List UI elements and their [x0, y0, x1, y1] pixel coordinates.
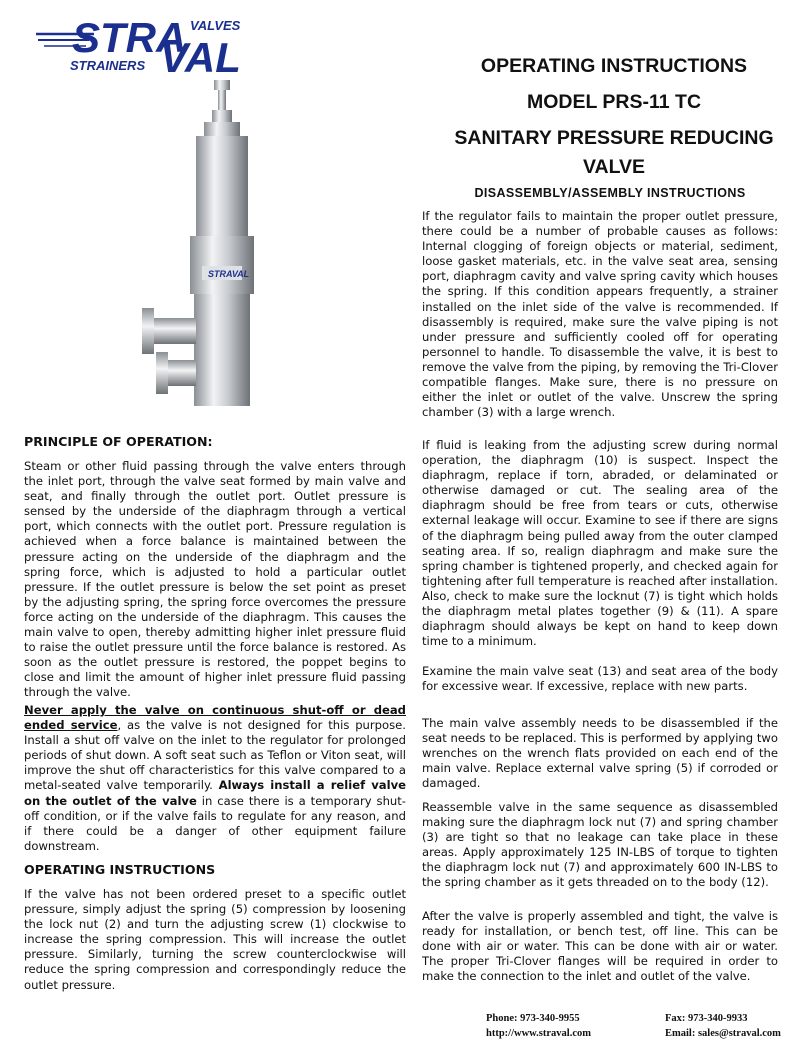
logo-text-stra: STRA [72, 14, 187, 61]
disassembly-paragraph-4: The main valve assembly needs to be disassembled if the seat needs to be replaced. This is performed by applying two wrenches on the wrench flats provided on each end of the main valve. Replace external valve spring (5) if corroded or damaged. [422, 716, 778, 791]
footer-fax: Fax: 973-340-9933 [665, 1013, 748, 1024]
disassembly-paragraph-3: Examine the main valve seat (13) and seat area of the body for excessive wear. If excessive, replace with new parts. [422, 664, 778, 694]
footer-phone: Phone: 973-340-9955 [486, 1013, 580, 1024]
principle-paragraph-2-text-b: in case there is a temporary shut-off condition, or if the valve fails to regulate for any reason, and if there could be a danger of other equipment failure downstream. [24, 793, 406, 853]
logo-text-val: VAL [160, 34, 241, 78]
disassembly-paragraph-5: Reassemble valve in the same sequence as disassembled making sure the diaphragm lock nut (7) and spring chamber (3) are tight so that no leakage can take place in these areas. Apply approximately 125 IN-LBS of torque to tighten the diaphragm lock nut (7) and approximately 600 IN-LBS to the spring chamber as it gets threaded on to the body (12). [422, 800, 778, 890]
relief-valve-note: Always install a relief valve on the outlet of the valve [24, 778, 406, 808]
logo-text-valves: VALVES [190, 18, 241, 33]
disassembly-paragraph-6: After the valve is properly assembled and tight, the valve is ready for installation, or bench test, off line. This can be done with air or water. This can be done with air or water. The proper Tri-Clover flanges will be required in order to make the connection to the inlet and outlet of the valve. [422, 909, 778, 984]
title-line-2: MODEL PRS-11 TC [526, 91, 702, 113]
warning-text: Never apply the valve on continuous shut-off or dead ended service [24, 703, 406, 733]
principle-paragraph-1: Steam or other fluid passing through the valve enters through the inlet port, through the valve seat formed by main valve and seat, and finally through the outlet port. Outlet pressure is sensed by the underside of the diaphragm through a vertical port, which connects with the outlet port. Pressure regulation is achieved when a force balance is maintained between the pressure acting on the underside of the diaphragm and the spring force, which is adjusted to hold a particular outlet pressure. If the outlet pressure is below the set point as preset by the adjusting spring, the spring force overcomes the pressure force acting on the underside of the diaphragm. This causes the main valve to open, thereby admitting higher inlet pressure fluid to raise the outlet pressure until the force balance is restored. As soon as the outlet pressure is restored, the poppet begins to close and limit the amount of higher inlet pressure fluid passing through the valve. [24, 459, 406, 700]
principle-paragraph-2-text-a: , as the valve is not designed for this purpose. Install a shut off valve on the inlet to the regulator for prolonged periods of shut down. A soft seat such as Teflon or Viton seat, will improve the shut off characteristics for this valve compared to a metal-seated valve temporarily. [24, 718, 406, 793]
title-line-1: OPERATING INSTRUCTIONS [480, 55, 748, 77]
disassembly-paragraph-1: If the regulator fails to maintain the proper outlet pressure, there could be a number of probable causes as follows: Internal clogging of foreign objects or material, sediment, loose gasket materials, etc. in the valve seat area, sensing port, diaphragm cavity and valve spring cavity which houses the spring. If this condition appears frequently, a strainer installed on the inlet side of the valve is recommended. If disassembly is required, make sure the valve piping is not under pressure and sufficiently cooled off for operating personnel to handle. To disassemble the valve, it is best to remove the valve from the piping, by removing the Tri-Clover compatible flanges. Make sure, there is no pressure on either the inlet or outlet of the valve. Unscrew the spring chamber (3) with a large wrench. [422, 209, 778, 420]
footer-website-link[interactable]: http://www.straval.com [486, 1028, 591, 1039]
disassembly-paragraph-2: If fluid is leaking from the adjusting screw during normal operation, the diaphragm (10) is suspect. Inspect the diaphragm, replace if torn, abraded, or delaminated or otherwise damaged or cut. The sealing area of the diaphragm should be free from tears or cuts, otherwise external leakage will occur. Examine to see if there are signs of the diaphragm being pulled away from the outer clamped seating area. If so, realign diaphragm and make sure the spring chamber is tightened properly, and checked again for tightening after full temperature is reached after installation. Also, check to make sure the locknut (7) is tight which holds the diaphragm metal plates together (9) & (11). A spare diaphragm should always be kept on hand to keep down time to a minimum. [422, 438, 778, 649]
valve-product-image [138, 80, 258, 410]
principle-heading: PRINCIPLE OF OPERATION: [24, 434, 213, 449]
disassembly-heading: DISASSEMBLY/ASSEMBLY INSTRUCTIONS [474, 186, 746, 200]
straval-logo [34, 12, 249, 78]
footer-email-link[interactable]: Email: sales@straval.com [665, 1028, 781, 1039]
operating-paragraph-1: If the valve has not been ordered preset to a specific outlet pressure, simply adjust the spring (5) compression by loosening the lock nut (2) and turn the adjusting screw (1) clockwise to increase the spring compression. This will increase the outlet pressure. Similarly, turning the screw counterclockwise will reduce the spring compression and correspondingly reduce the outlet pressure. [24, 887, 406, 992]
logo-text-strainers: STRAINERS [70, 58, 146, 73]
title-line-3: SANITARY PRESSURE REDUCING [454, 127, 774, 149]
title-line-4: VALVE [582, 156, 646, 178]
principle-paragraph-2 [24, 703, 406, 854]
svg-text:STRAVAL: STRAVAL [208, 269, 250, 279]
operating-heading: OPERATING INSTRUCTIONS [24, 862, 216, 877]
